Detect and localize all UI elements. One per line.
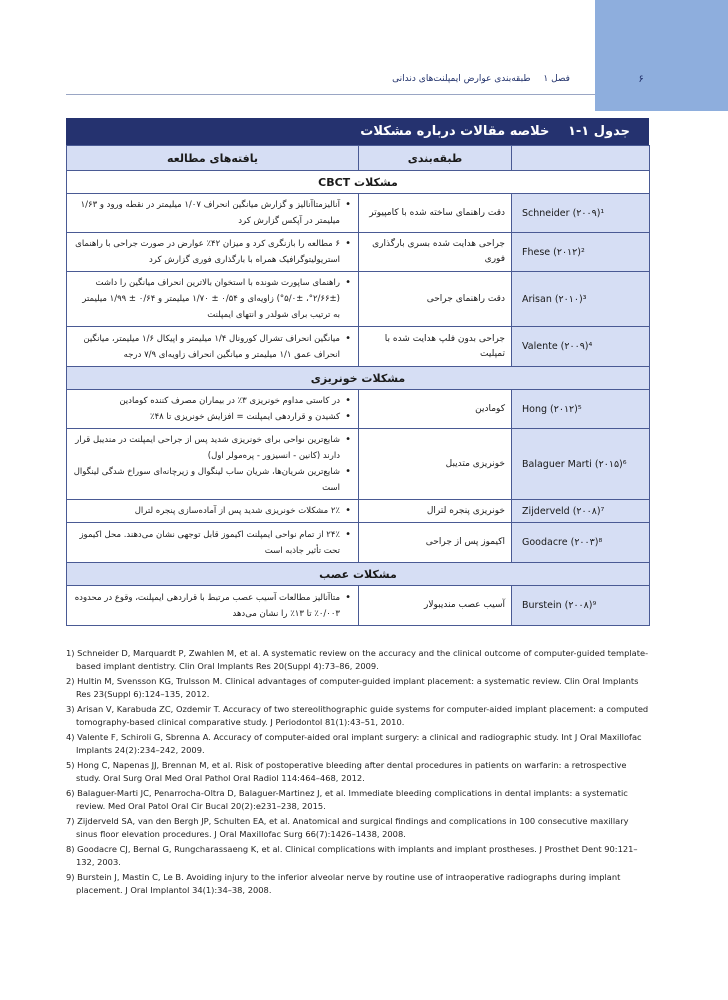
- study-cell: Schneider (۲۰۰۹)¹: [512, 194, 650, 233]
- reference-item: 9) Burstein J, Mastin C, Le B. Avoiding injury to the inferior alveolar nerve by routine use of intraoperative radiographs during implant placement. J Oral Implantol 34(1):34–38, 2008.: [66, 872, 621, 895]
- section-row: [67, 367, 650, 390]
- finding-item: • ۶ مطالعه را بازنگری کرد و میزان ۴۲٪ عوارض در صورت جراحی با راهنمای استریولیتوگرافیک همراه با بارگذاری فوری گزارش کرد: [73, 236, 340, 268]
- study-cell: Balaguer Marti (۲۰۱۵)⁶: [512, 429, 650, 500]
- table-row: [67, 586, 650, 626]
- running-title: طبقه‌بندی عوارض ایمپلنت‌های دندانی: [392, 74, 531, 84]
- reference-item: 4) Valente F, Schiroli G, Sbrenna A. Accuracy of computer-aided oral implant surgery: a clinical and radiographic study. Int J Oral Maxillofac Implants 24(2):234–242, 2009.: [66, 732, 642, 755]
- page-number: ۶: [638, 74, 644, 85]
- findings-cell: [67, 233, 359, 272]
- findings-cell: [67, 429, 359, 500]
- table-row: [67, 194, 650, 233]
- finding-item: • ۲٪ مشکلات خونریزی شدید پس از آماده‌سازی پنجره لترال: [73, 503, 340, 519]
- findings-cell: [67, 327, 359, 367]
- findings-cell: [67, 272, 359, 327]
- category-cell: دقت راهنمای جراحی: [359, 272, 512, 327]
- table-row: [67, 390, 650, 429]
- column-header-row: [67, 146, 650, 171]
- reference-item: 5) Hong C, Napenas JJ, Brennan M, et al. Risk of postoperative bleeding after dental procedures in patients on warfarin: a retrospective study. Oral Surg Oral Med Oral Pathol Oral Radiol 114:464–468, 2012.: [66, 760, 627, 783]
- study-cell: Fhese (۲۰۱۲)²: [512, 233, 650, 272]
- table-title: خلاصه مقالات درباره مشکلات: [360, 124, 550, 139]
- table-row: [67, 523, 650, 563]
- category-cell: خونریزی متدیبل: [359, 429, 512, 500]
- study-cell: Arisan (۲۰۱۰)³: [512, 272, 650, 327]
- section-title: مشکلات CBCT: [67, 171, 650, 194]
- category-cell: جراحی هدایت شده بسری بارگذاری فوری: [359, 233, 512, 272]
- reference-item: 8) Goodacre CJ, Bernal G, Rungcharassaeng K, et al. Clinical complications with implants and implant prostheses. J Prosthet Dent 90:121–132, 2003.: [66, 844, 638, 867]
- study-cell: Burstein (۲۰۰۸)⁹: [512, 586, 650, 626]
- section-row: [67, 563, 650, 586]
- findings-cell: [67, 586, 359, 626]
- reference-item: 3) Arisan V, Karabuda ZC, Ozdemir T. Accuracy of two stereolithographic guide systems for computer-aided implant placement: a computed tomography-based clinical comparative study. J Periodontol 81(1):43–51, 2010.: [66, 704, 649, 727]
- finding-item: • ۲۴٪ از تمام نواحی ایمپلنت اکیموز قابل توجهی نشان می‌دهند. محل اکیموز تحت تأثیر جاذبه است: [73, 527, 340, 559]
- findings-cell: [67, 500, 359, 523]
- finding-item: • شایع‌ترین شریان‌ها، شریان ساب لینگوال و زیرچانه‌ای سوراخ شدگی لینگوال است: [73, 464, 340, 496]
- table-row: [67, 272, 650, 327]
- section-row: [67, 171, 650, 194]
- section-title: مشکلات خونریزی: [67, 367, 650, 390]
- finding-item: • میانگین انحراف تشرال کورونال ۱/۴ میلیمتر و اپیکال ۱/۶ میلیمتر، میانگین انحراف عمق ۱/۱ میلیمتر و میانگین انحراف زاویه‌ای ۷/۹ درجه: [73, 331, 340, 363]
- study-cell: Valente (۲۰۰۹)⁴: [512, 327, 650, 367]
- finding-item: • راهنمای ساپورت شونده با استخوان بالاترین انحراف میانگین را داشت (±۲/۶۶°، ±۵/۰°) زاویه‌ای و ۰/۵۴ ± ۱/۷۰ میلیمتر و ۰/۶۴ ± ۱/۹۹ میلیمتر به ترتیب برای شولدر و انتهای ایمپلنت: [73, 275, 340, 323]
- table-row: [67, 233, 650, 272]
- table-row: [67, 500, 650, 523]
- references-list: [66, 647, 649, 899]
- study-cell: Goodacre (۲۰۰۳)⁸: [512, 523, 650, 563]
- category-cell: آسیب عصب مندیبولار: [359, 586, 512, 626]
- table-title-bar: [66, 118, 649, 145]
- reference-item: 6) Balaguer-Marti JC, Penarrocha-Oltra D, Balaguer-Martinez J, et al. Immediate bleeding complications in dental implants: a systematic review. Med Oral Patol Oral Cir Bucal 20(2):e231–238, 2015.: [66, 788, 628, 811]
- finding-item: • کشیدن و قراردهی ایمپلنت = افزایش خونریزی تا ۴۸٪: [73, 409, 340, 425]
- category-cell: جراحی بدون فلپ هدایت شده با تمپلیت: [359, 327, 512, 367]
- column-header-findings: یافته‌های مطالعه: [67, 146, 359, 171]
- finding-item: • متاآنالیز مطالعات آسیب عصب مرتبط با قراردهی ایمپلنت، وقوع در محدوده ۰/۰۰۳٪ تا ۱۳٪ را نشان می‌دهد: [73, 590, 340, 622]
- category-cell: کومادین: [359, 390, 512, 429]
- running-header: [392, 74, 570, 84]
- table-row: [67, 327, 650, 367]
- table-number: جدول ۱-۱: [567, 124, 630, 139]
- table-row: [67, 429, 650, 500]
- category-cell: دقت راهنمای ساخته شده با کامپیوتر: [359, 194, 512, 233]
- findings-cell: [67, 390, 359, 429]
- category-cell: اکیموز پس از جراحی: [359, 523, 512, 563]
- summary-grid: [66, 145, 650, 626]
- study-cell: Zijderveld (۲۰۰۸)⁷: [512, 500, 650, 523]
- findings-cell: [67, 194, 359, 233]
- chapter-label: فصل ۱: [543, 74, 570, 84]
- column-header-study: [512, 146, 650, 171]
- header-divider: [66, 94, 595, 95]
- finding-item: • آنالیزمتاآنالیز و گزارش میانگین انحراف ۱/۰۷ میلیمتر در نقطه ورود و ۱/۶۳ میلیمتر در آپکس گزارش کرد: [73, 197, 340, 229]
- summary-table: [66, 118, 649, 626]
- reference-item: 1) Schneider D, Marquardt P, Zwahlen M, et al. A systematic review on the accuracy and the clinical outcome of computer-guided template-based implant dentistry. Clin Oral Implants Res 20(Suppl 4):73–86, 2009.: [66, 648, 649, 671]
- reference-item: 7) Zijderveld SA, van den Bergh JP, Schulten EA, et al. Anatomical and surgical findings and complications in 100 consecutive maxillary sinus floor elevation procedures. J Oral Maxillofac Surg 66(7):1426–1438, 2008.: [66, 816, 629, 839]
- findings-cell: [67, 523, 359, 563]
- column-header-category: طبقه‌بندی: [359, 146, 512, 171]
- category-cell: خونریزی پنجره لترال: [359, 500, 512, 523]
- finding-item: • شایع‌ترین نواحی برای خونریزی شدید پس از جراحی ایمپلنت در مندیبل قرار دارند (کانین - انسیزور - پره‌مولر اول): [73, 432, 340, 464]
- reference-item: 2) Hultin M, Svensson KG, Trulsson M. Clinical advantages of computer-guided implant placement: a systematic review. Clin Oral Implants Res 23(Suppl 6):124–135, 2012.: [66, 676, 639, 699]
- finding-item: • در کاستی مداوم خونریزی ۳٪ در بیماران مصرف کننده کومادین: [73, 393, 340, 409]
- section-title: مشکلات عصب: [67, 563, 650, 586]
- corner-color-block: [595, 0, 728, 111]
- study-cell: Hong (۲۰۱۲)⁵: [512, 390, 650, 429]
